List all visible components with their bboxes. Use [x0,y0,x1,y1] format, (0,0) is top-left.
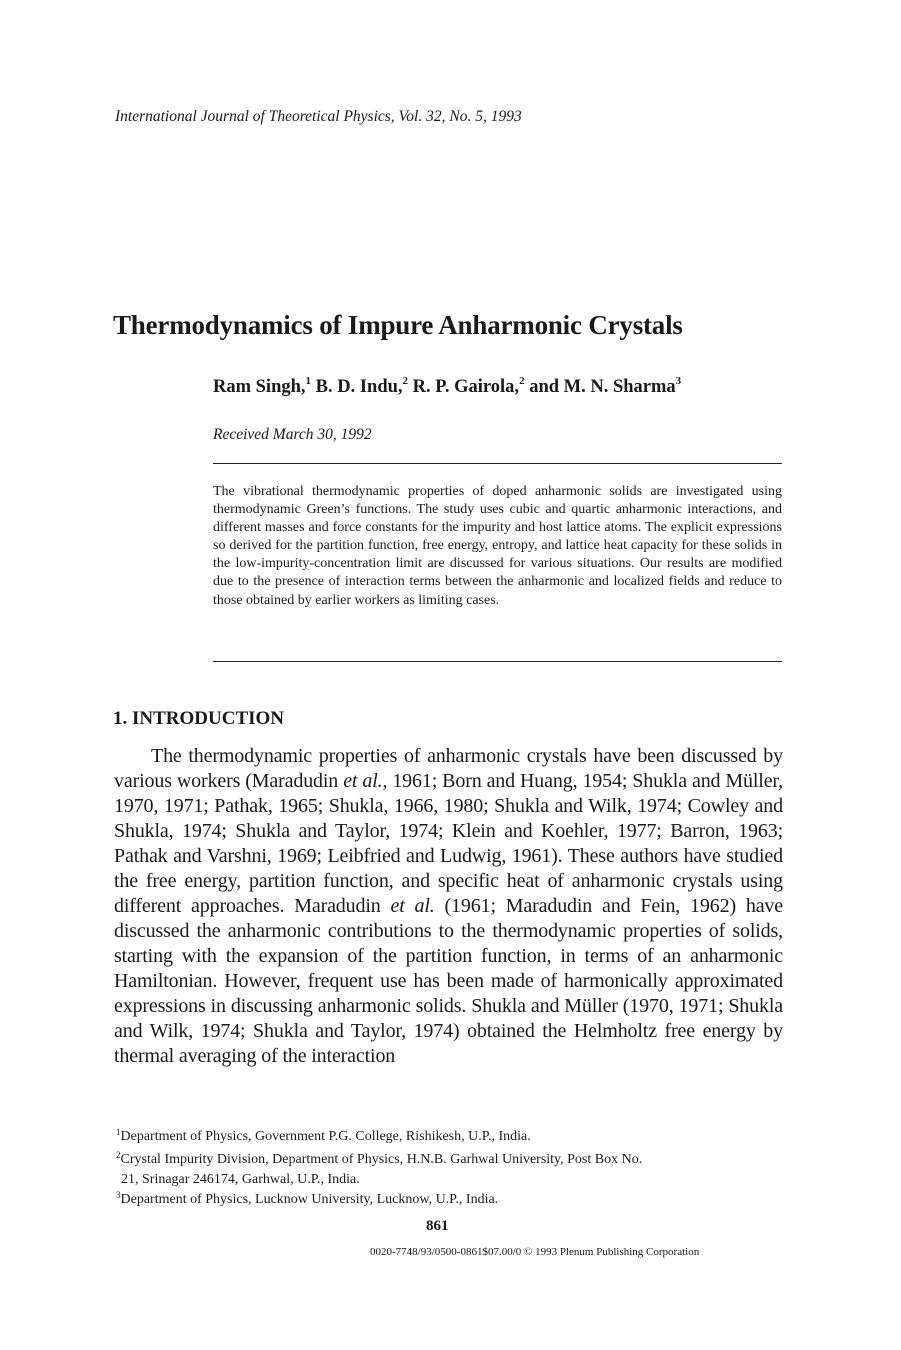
footnote-mark: 2 [116,1150,121,1160]
affiliation-mark: 2 [402,375,409,387]
abstract-bottom-rule [213,661,782,662]
affiliation-mark: 3 [675,375,682,387]
intro-italic-1: et al. [343,770,383,792]
page-number: 861 [426,1218,449,1234]
intro-text-1: The thermodynamic properties of anharmonic crystals have been discussed by various workers (Maradudin [114,745,783,792]
footnote-continuation: 21, Srinagar 246174, Garhwal, U.P., India. [121,1172,360,1187]
author-name: Ram Singh, [213,377,306,397]
intro-paragraph [114,744,783,1069]
paper-title: Thermodynamics of Impure Anharmonic Crystals [113,310,683,340]
copyright-line: 0020-7748/93/0500-0861$07.00/0 © 1993 Plenum Publishing Corporation [370,1246,700,1258]
footnote-mark: 1 [116,1127,121,1137]
footnote-text: Department of Physics, Lucknow University, Lucknow, U.P., India. [120,1192,499,1207]
section-heading: 1. INTRODUCTION [113,708,285,729]
author-list [213,377,681,398]
author-name: R. P. Gairola, [408,377,520,397]
footnote-text: Department of Physics, Government P.G. College, Rishikesh, U.P., India. [120,1129,531,1144]
author-name: B. D. Indu, [311,377,403,397]
footnote-text: Crystal Impurity Division, Department of Physics, H.N.B. Garhwal University, Post Box No. [120,1152,643,1167]
intro-text-2: , 1961; Born and Huang, 1954; Shukla and Müller, 1970, 1971; Pathak, 1965; Shukla, 1966, 1980; Shukla and Wilk, 1974; Cowley and Shukla, 1974; Shukla and Taylor, 1974; Klein and Koehler, 1977; Barron, 1963; Pathak and Varshni, 1969; Leibfried and Ludwig, 1961). These authors have studied the free energy, partition function, and specific heat of anharmonic crystals using different approaches. Maradudin [114,770,783,917]
author-name: and M. N. Sharma [524,377,676,397]
footnote-1 [116,1127,531,1147]
received-date: Received March 30, 1992 [213,426,372,443]
intro-italic-2: et al. [390,895,435,917]
footnote-3 [116,1190,498,1210]
journal-header: International Journal of Theoretical Physics, Vol. 32, No. 5, 1993 [115,108,522,125]
affiliation-mark: 1 [305,375,312,387]
affiliation-mark: 2 [519,375,525,387]
footnote-2 [116,1150,784,1190]
intro-text-3: (1961; Maradudin and Fein, 1962) have discussed the anharmonic contributions to the thermodynamic properties of solids, starting with the expansion of the partition function, in terms of an anharmonic Hamiltonian. However, frequent use has been made of harmonically approximated expressions in discussing anharmonic solids. Shukla and Müller (1970, 1971; Shukla and Wilk, 1974; Shukla and Taylor, 1974) obtained the Helmholtz free energy by thermal averaging of the interaction [114,895,783,1067]
abstract-top-rule [213,463,782,464]
footnote-mark: 3 [116,1190,121,1200]
abstract-text: The vibrational thermodynamic properties of doped anharmonic solids are investigated using thermodynamic Green’s functions. The study uses cubic and quartic anharmonic interactions, and different masses and force constants for the impurity and host lattice atoms. The explicit expressions so derived for the partition function, free energy, entropy, and lattice heat capacity for these solids in the low-impurity-concentration limit are discussed for various situations. Our results are modified due to the presence of interaction terms between the anharmonic and localized fields and reduce to those obtained by earlier workers as limiting cases. [213,484,782,608]
